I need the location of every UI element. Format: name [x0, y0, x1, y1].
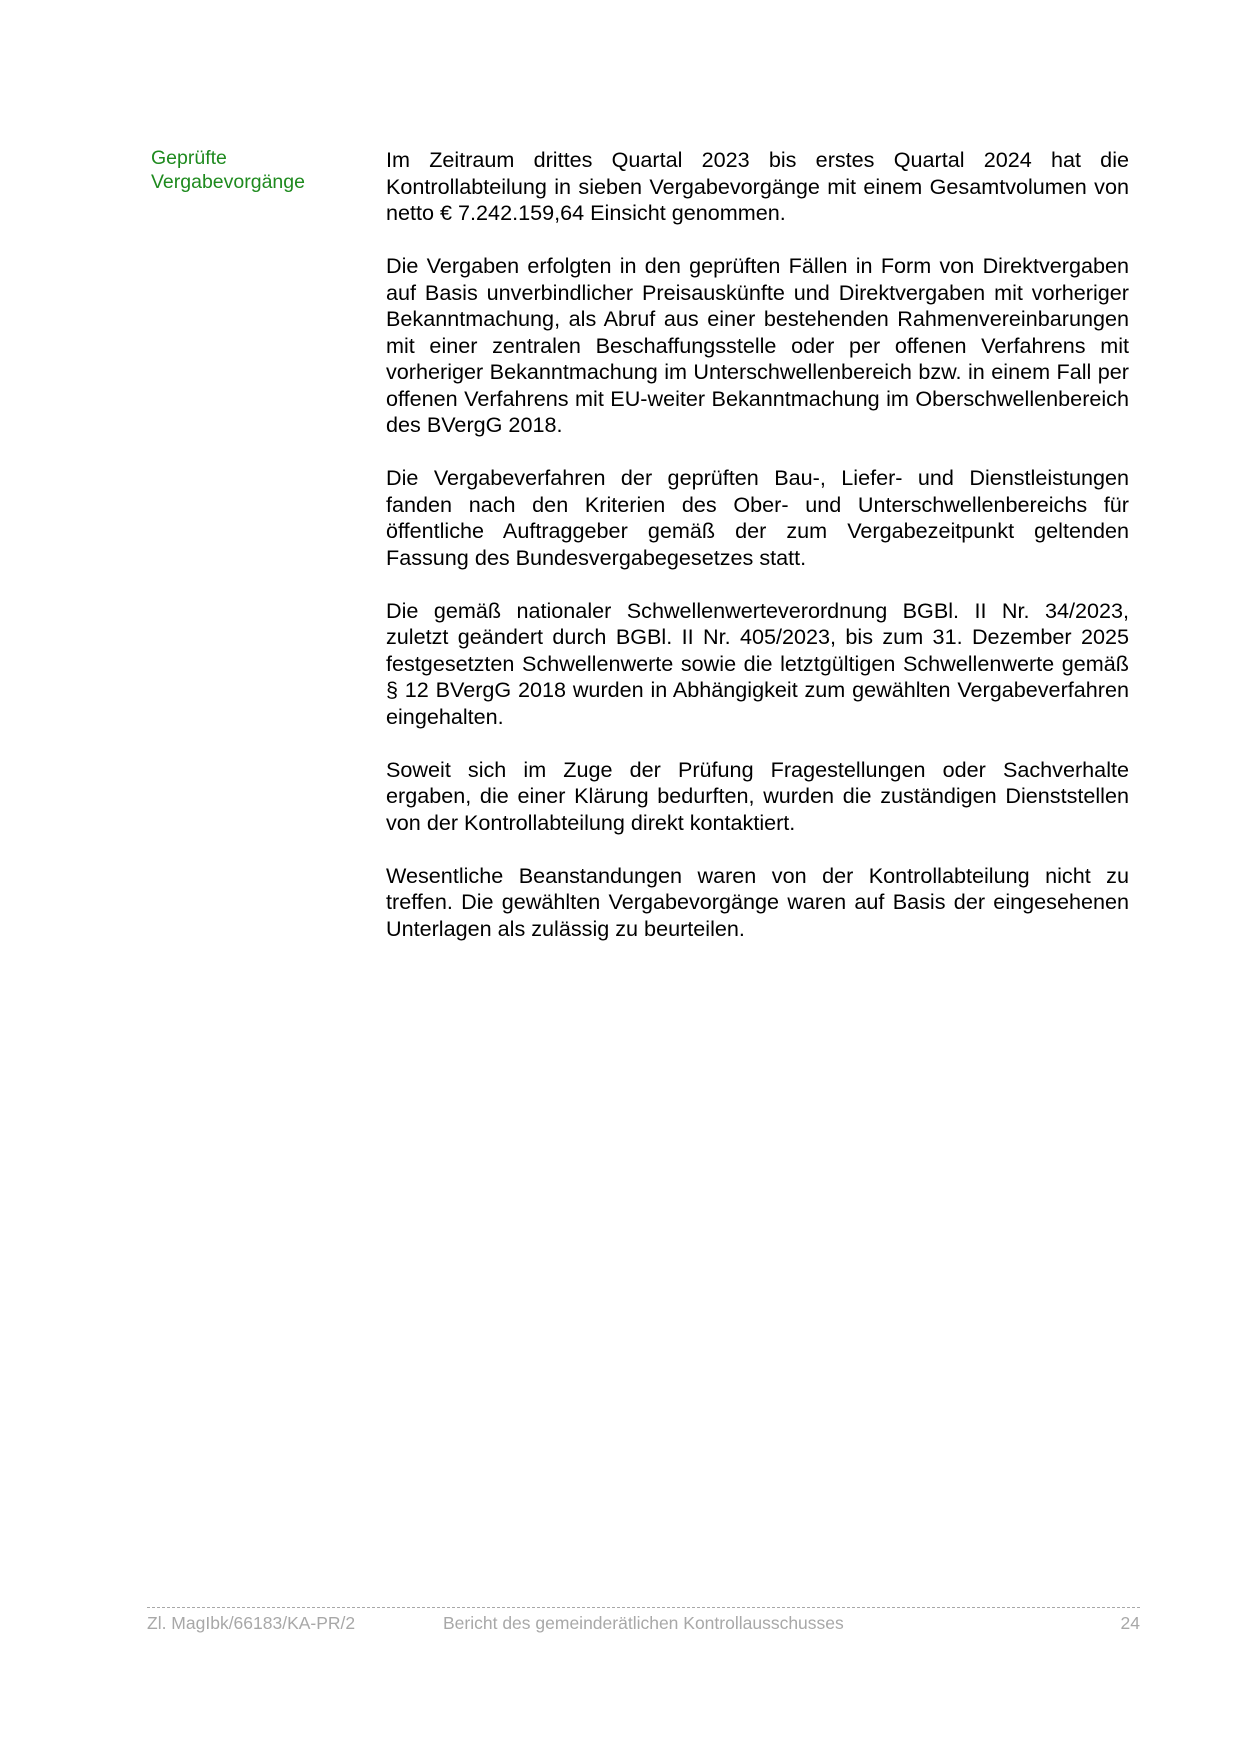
margin-heading-line-2: Vergabevorgänge	[151, 171, 305, 193]
page-number: 24	[1120, 1613, 1140, 1633]
paragraph-5: Soweit sich im Zuge der Prüfung Fragestellungen oder Sachverhalte ergaben, die einer Klärung bedurften, wurden die zuständigen Dienststellen von der Kontrollabteilung direkt kontaktiert.	[386, 756, 1129, 835]
page-footer	[147, 1613, 1140, 1639]
body-text	[386, 147, 1129, 969]
paragraph-4: Die gemäß nationaler Schwellenwerteverordnung BGBl. II Nr. 34/2023, zuletzt geändert durch BGBl. II Nr. 405/2023, bis zum 31. Dezember 2025 festgesetzten Schwellenwerte sowie die letztgültigen Schwellenwerte gemäß § 12 BVergG 2018 wurden in Abhängigkeit zum gewählten Vergabeverfahren eingehalten.	[386, 597, 1129, 729]
footer-title: Bericht des gemeinderätlichen Kontrollausschusses	[443, 1613, 844, 1633]
margin-heading-line-1: Geprüfte	[151, 147, 227, 169]
paragraph-3: Die Vergabeverfahren der geprüften Bau-, Liefer- und Dienstleistungen fanden nach den Kriterien des Ober- und Unterschwellenbereichs für öffentliche Auftraggeber gemäß der zum Vergabezeitpunkt geltenden Fassung des Bundesvergabegesetzes statt.	[386, 465, 1129, 570]
paragraph-2: Die Vergaben erfolgten in den geprüften Fällen in Form von Direktvergaben auf Basis unverbindlicher Preisauskünfte und Direktvergaben mit vorheriger Bekanntmachung, als Abruf aus einer bestehenden Rahmenvereinbarungen mit einer zentralen Beschaffungsstelle oder per offenen Verfahrens mit vorheriger Bekanntmachung im Unterschwellenbereich bzw. in einem Fall per offenen Verfahrens mit EU-weiter Bekanntmachung im Oberschwellenbereich des BVergG 2018.	[386, 253, 1129, 437]
section-margin-heading	[151, 146, 361, 194]
paragraph-6: Wesentliche Beanstandungen waren von der Kontrollabteilung nicht zu treffen. Die gewählten Vergabevorgänge waren auf Basis der eingesehenen Unterlagen als zulässig zu beurteilen.	[386, 862, 1129, 941]
footer-divider	[147, 1607, 1140, 1608]
paragraph-1: Im Zeitraum drittes Quartal 2023 bis erstes Quartal 2024 hat die Kontrollabteilung in sieben Vergabevorgänge mit einem Gesamtvolumen von netto € 7.242.159,64 Einsicht genommen.	[386, 147, 1129, 225]
footer-reference: Zl. MagIbk/66183/KA-PR/2	[147, 1613, 356, 1633]
